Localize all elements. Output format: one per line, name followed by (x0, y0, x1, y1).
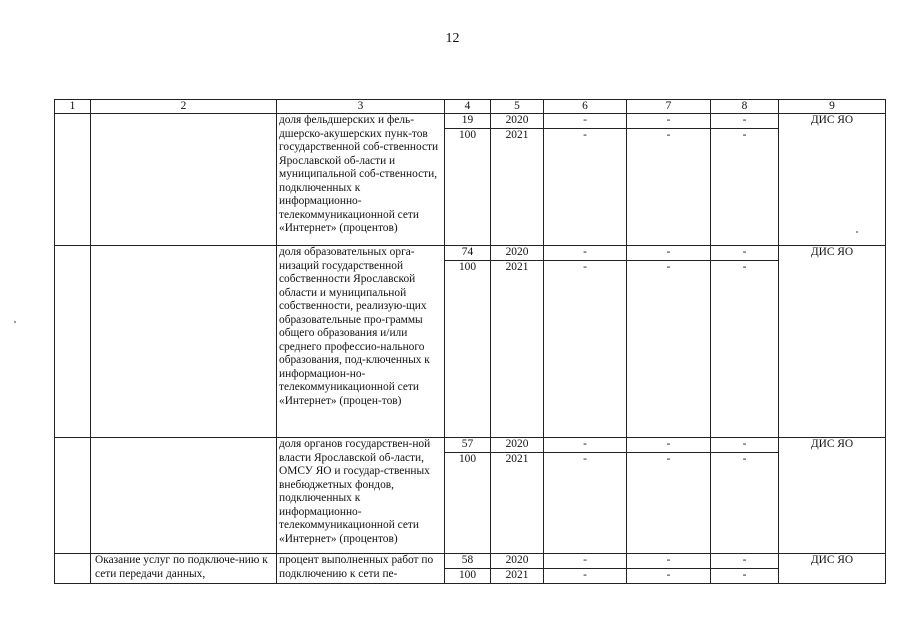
scan-dot (856, 231, 858, 233)
col6-2020: - (544, 246, 626, 261)
value-cell (445, 246, 491, 438)
header-cell: 5 (491, 100, 544, 114)
organization-cell: ДИС ЯО (779, 554, 886, 584)
col8-2020: - (711, 554, 778, 569)
col6-cell (544, 114, 627, 246)
indicator-cell: процент выполненных работ по подключению к сети пе- (277, 554, 445, 584)
organization-cell: ДИС ЯО (779, 438, 886, 554)
value-2020: 74 (445, 246, 490, 261)
header-cell: 7 (627, 100, 711, 114)
value-2021: 100 (458, 453, 477, 465)
table-row (55, 246, 886, 438)
year-2021: 2021 (505, 129, 529, 141)
col7-2020: - (627, 554, 710, 569)
activity-cell (91, 438, 277, 554)
page-number: 12 (445, 31, 460, 46)
col7-2020: - (627, 246, 710, 261)
header-cell: 1 (55, 100, 91, 114)
col7-cell (627, 246, 711, 438)
activity-cell: Оказание услуг по подключе-нию к сети передачи данных, (91, 554, 277, 584)
activity-cell (91, 246, 277, 438)
col8-2021: - (742, 453, 747, 465)
value-2021: 100 (458, 261, 477, 273)
year-cell (491, 246, 544, 438)
col6-2021: - (583, 453, 587, 465)
value-2020: 57 (445, 438, 490, 453)
value-2021: 100 (458, 129, 477, 141)
col1-cell (55, 114, 91, 246)
value-cell (445, 438, 491, 554)
scan-dot (14, 321, 16, 323)
col7-2021: - (666, 453, 671, 465)
year-2021: 2021 (505, 569, 529, 581)
year-cell (491, 114, 544, 246)
col6-2021: - (583, 129, 587, 141)
header-cell: 3 (277, 100, 445, 114)
col7-cell (627, 438, 711, 554)
year-cell (491, 554, 544, 584)
col6-cell (544, 438, 627, 554)
value-2020: 19 (445, 114, 490, 129)
header-row (55, 100, 886, 114)
col6-2020: - (544, 114, 626, 129)
value-2021: 100 (458, 569, 477, 581)
header-cell: 2 (91, 100, 277, 114)
table-row (55, 114, 886, 246)
indicator-cell: доля фельдшерских и фель-дшерско-акушерских пунк-тов государственной соб-ственности Ярославской об-ласти и муниципальной соб-ственности, подключенных к информационно-телекоммуникационной сети «Интернет» (процентов) (277, 114, 445, 246)
indicator-table (54, 99, 886, 584)
col1-cell (55, 438, 91, 554)
col8-2021: - (742, 129, 747, 141)
header-cell: 4 (445, 100, 491, 114)
header-cell: 9 (779, 100, 886, 114)
year-2021: 2021 (505, 261, 529, 273)
col6-2020: - (544, 554, 626, 569)
col8-cell (711, 554, 779, 584)
year-2020: 2020 (491, 246, 543, 261)
value-cell (445, 114, 491, 246)
header-cell: 6 (544, 100, 627, 114)
col7-cell (627, 114, 711, 246)
value-2020: 58 (445, 554, 490, 569)
col7-2021: - (666, 129, 671, 141)
col6-cell (544, 246, 627, 438)
year-cell (491, 438, 544, 554)
activity-cell (91, 114, 277, 246)
table-row (55, 554, 886, 584)
col8-2020: - (711, 438, 778, 453)
col1-cell (55, 246, 91, 438)
table-row (55, 438, 886, 554)
col8-2020: - (711, 114, 778, 129)
indicator-cell: доля органов государствен-ной власти Ярославской об-ласти, ОМСУ ЯО и государ-ственных внебюджетных фондов, подключенных к информационно-телекоммуникационной сети «Интернет» (процентов) (277, 438, 445, 554)
year-2020: 2020 (491, 114, 543, 129)
year-2021: 2021 (505, 453, 529, 465)
col1-cell (55, 554, 91, 584)
col7-2021: - (666, 569, 671, 581)
col8-2021: - (742, 261, 747, 273)
col8-2021: - (742, 569, 747, 581)
col6-cell (544, 554, 627, 584)
col8-cell (711, 246, 779, 438)
col6-2021: - (583, 569, 587, 581)
indicator-cell: доля образовательных орга-низаций государственной собственности Ярославской области и муниципальной собственности, реализую-щих образовательные про-граммы общего образования и/или среднего профессио-нального образования, под-ключенных к информацион-но-телекоммуникационной сети «Интернет» (процен-тов) (277, 246, 445, 438)
col7-2021: - (666, 261, 671, 273)
year-2020: 2020 (491, 554, 543, 569)
col6-2020: - (544, 438, 626, 453)
col7-cell (627, 554, 711, 584)
value-cell (445, 554, 491, 584)
header-cell: 8 (711, 100, 779, 114)
col8-cell (711, 438, 779, 554)
col7-2020: - (627, 438, 710, 453)
organization-cell: ДИС ЯО (779, 246, 886, 438)
col8-cell (711, 114, 779, 246)
year-2020: 2020 (491, 438, 543, 453)
organization-cell: ДИС ЯО (779, 114, 886, 246)
col6-2021: - (583, 261, 587, 273)
col7-2020: - (627, 114, 710, 129)
col8-2020: - (711, 246, 778, 261)
